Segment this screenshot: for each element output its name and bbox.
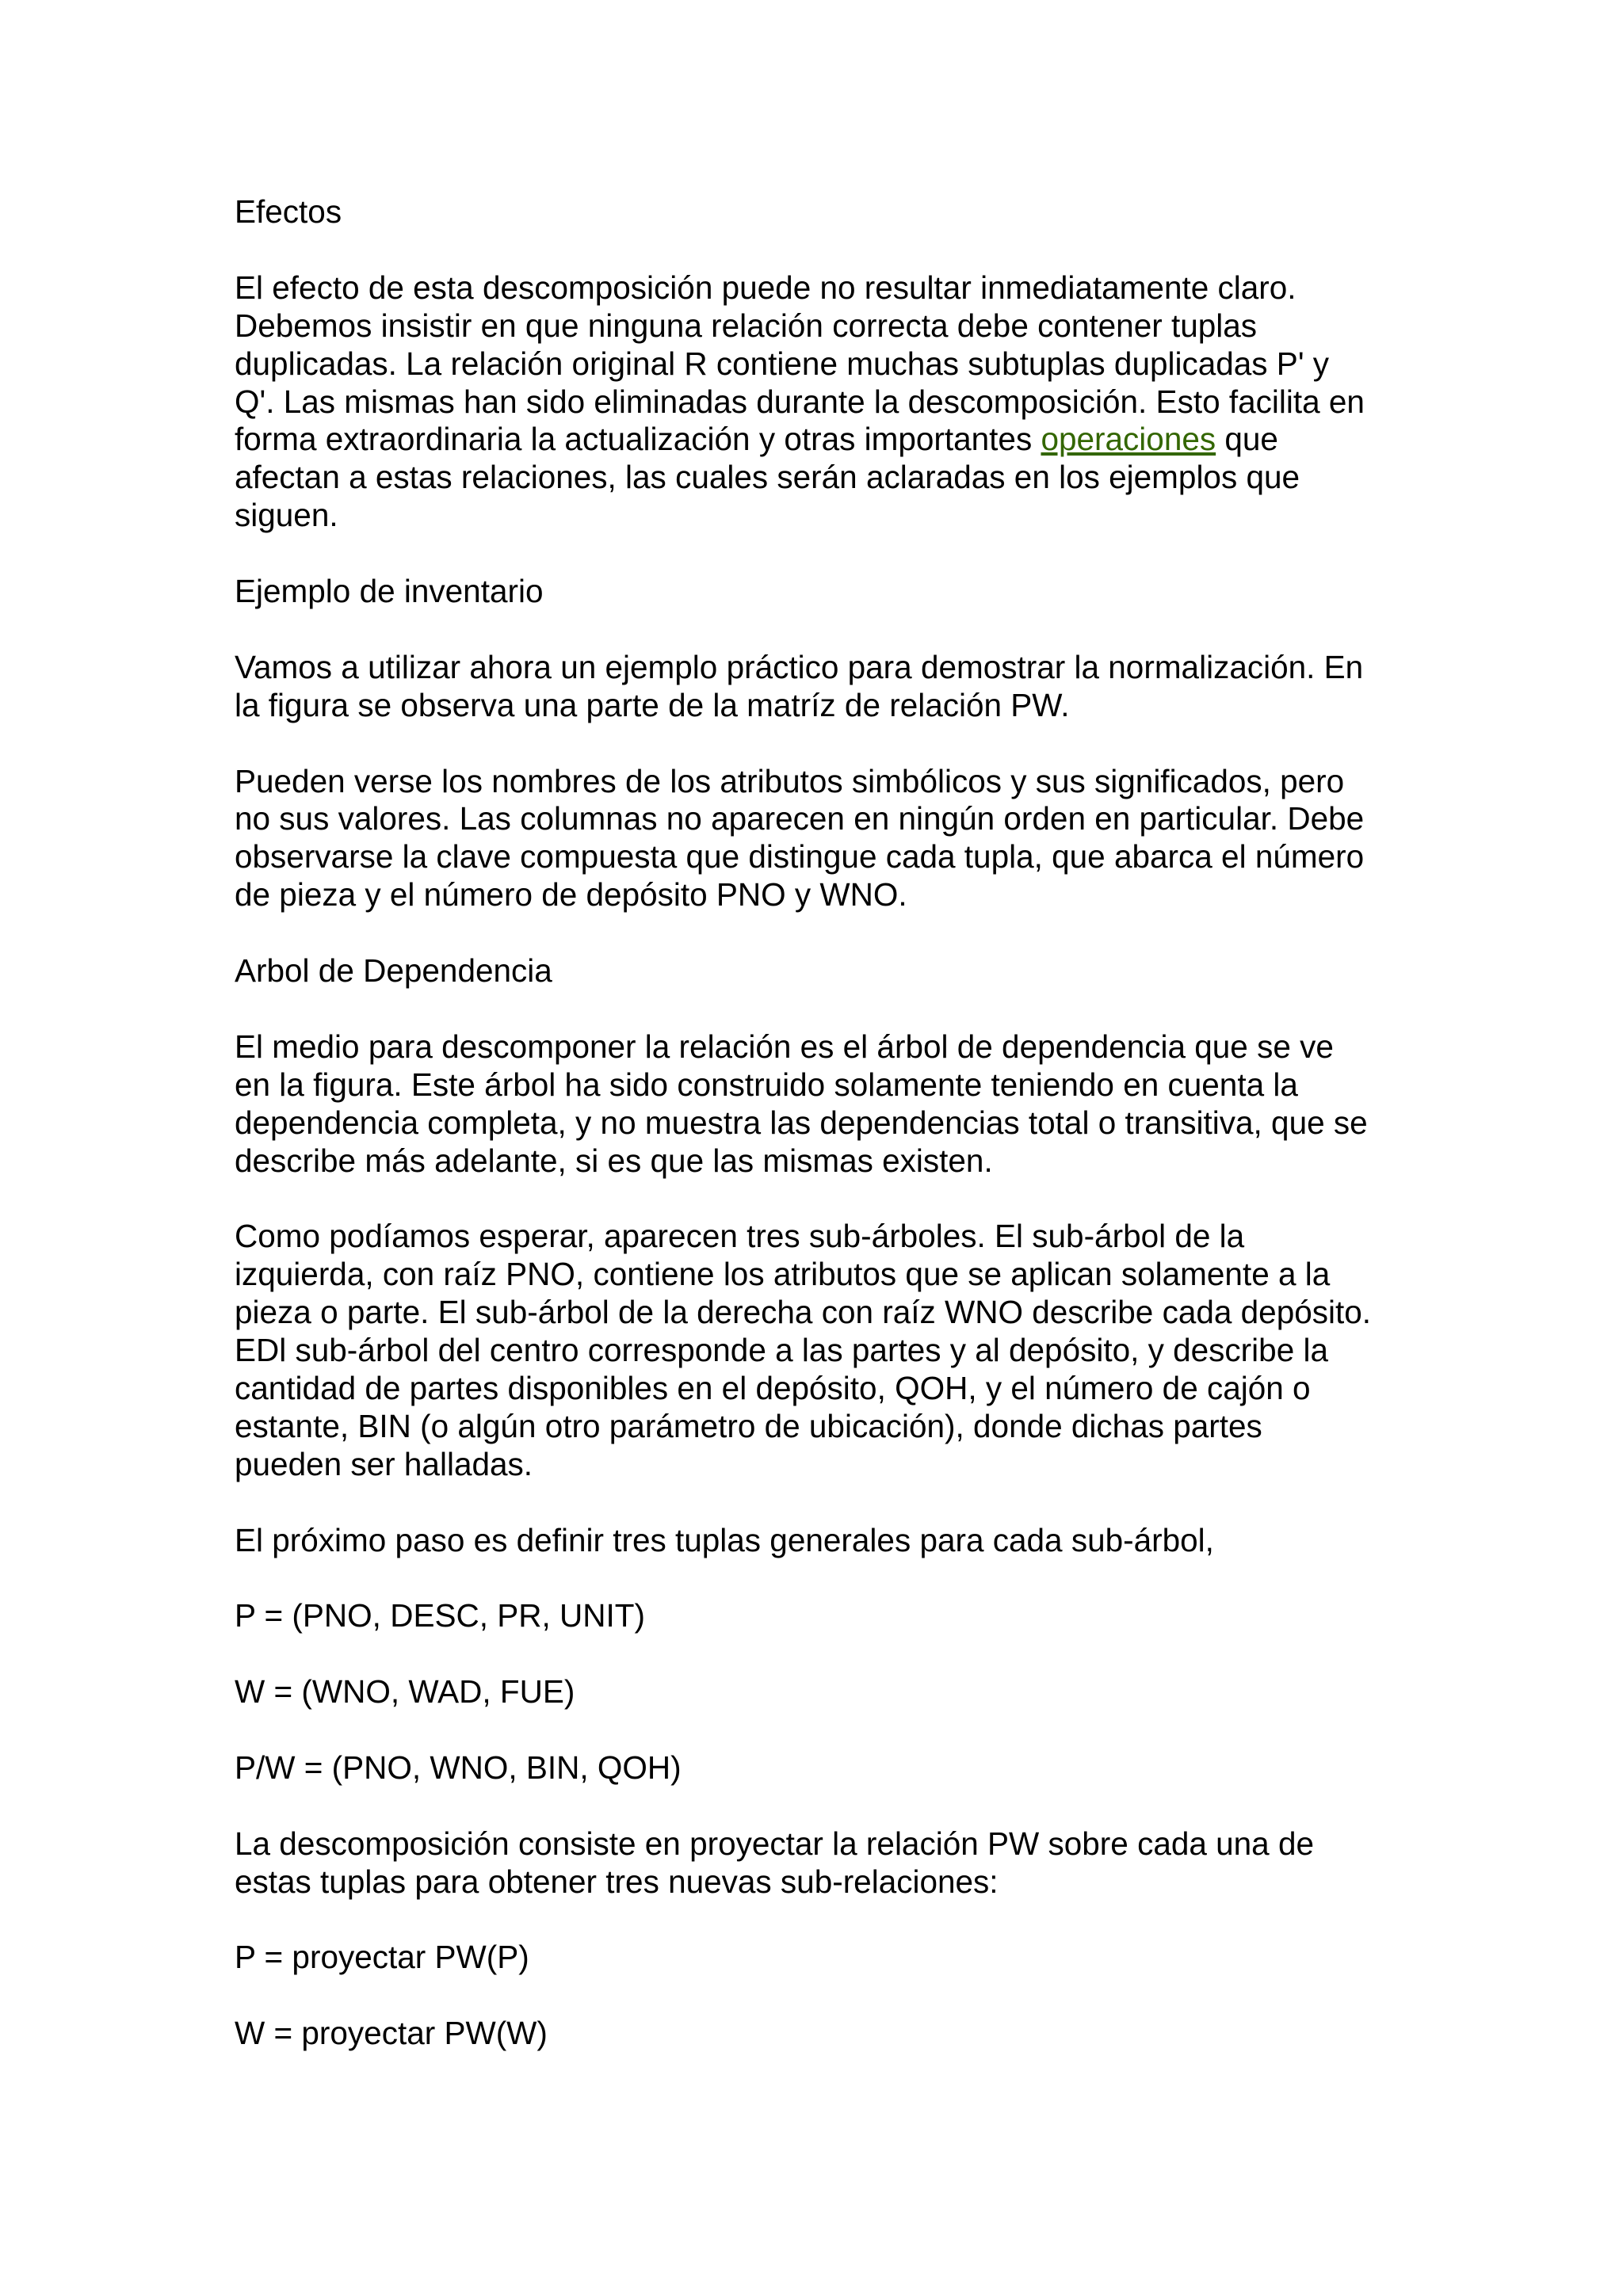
text-line: afectan a estas relaciones, las cuales serán aclaradas en los ejemplos que xyxy=(235,459,1300,496)
text-line: siguen. xyxy=(235,497,338,534)
formula-text: P = proyectar PW(P) xyxy=(235,1939,529,1976)
text-line: pieza o parte. El sub-árbol de la derecha con raíz WNO describe cada depósito. xyxy=(235,1294,1372,1331)
text-line: Debemos insistir en que ninguna relación correcta debe contener tuplas xyxy=(235,307,1258,344)
text-line: dependencia completa, y no muestra las dependencias total o transitiva, que se xyxy=(235,1104,1368,1141)
text-line: Q'. Las mismas han sido eliminadas durante la descomposición. Esto facilita en xyxy=(235,383,1365,420)
text-line: Pueden verse los nombres de los atributos simbólicos y sus significados, pero xyxy=(235,762,1345,799)
text-line: El medio para descomponer la relación es el árbol de dependencia que se ve xyxy=(235,1028,1334,1065)
projection-w xyxy=(235,2015,1423,2053)
document-body xyxy=(235,193,1423,2091)
paragraph-descomposicion xyxy=(235,1825,1423,1901)
text-line: pueden ser halladas. xyxy=(235,1445,533,1482)
formula-text: W = (WNO, WAD, FUE) xyxy=(235,1673,575,1711)
tuple-definition-w xyxy=(235,1673,1423,1711)
text-line: describe más adelante, si es que las mismas existen. xyxy=(235,1142,993,1179)
operaciones-link[interactable]: operaciones xyxy=(1041,421,1216,458)
text-line: en la figura. Este árbol ha sido construido solamente teniendo en cuenta la xyxy=(235,1066,1298,1103)
text-line: no sus valores. Las columnas no aparecen en ningún orden en particular. Debe xyxy=(235,800,1365,837)
text-line: EDl sub-árbol del centro corresponde a las partes y al depósito, y describe la xyxy=(235,1332,1328,1369)
heading-text: Efectos xyxy=(235,193,342,230)
text-line: Como podíamos esperar, aparecen tres sub-árboles. El sub-árbol de la xyxy=(235,1218,1245,1255)
text-line: cantidad de partes disponibles en el depósito, QOH, y el número de cajón o xyxy=(235,1369,1311,1406)
text-line: El efecto de esta descomposición puede no resultar inmediatamente claro. xyxy=(235,269,1296,306)
tuple-definition-p xyxy=(235,1597,1423,1635)
tuple-definition-pw xyxy=(235,1749,1423,1787)
text-fragment: forma extraordinaria la actualización y otras importantes xyxy=(235,421,1041,458)
text-line: El próximo paso es definir tres tuplas generales para cada sub-árbol, xyxy=(235,1521,1214,1558)
paragraph-efectos xyxy=(235,269,1423,535)
paragraph-arbol-2 xyxy=(235,1218,1423,1483)
projection-p xyxy=(235,1939,1423,1977)
paragraph-proximo-paso xyxy=(235,1522,1423,1560)
paragraph-arbol-1 xyxy=(235,1028,1423,1180)
formula-text: W = proyectar PW(W) xyxy=(235,2015,548,2052)
text-fragment: que xyxy=(1216,421,1278,458)
paragraph-inventario-1 xyxy=(235,649,1423,725)
text-line: izquierda, con raíz PNO, contiene los atributos que se aplican solamente a la xyxy=(235,1256,1331,1293)
paragraph-inventario-2 xyxy=(235,763,1423,915)
text-line: estante, BIN (o algún otro parámetro de ubicación), donde dichas partes xyxy=(235,1407,1262,1444)
heading-text: Arbol de Dependencia xyxy=(235,952,552,990)
section-heading-inventario xyxy=(235,573,1423,611)
text-line: Vamos a utilizar ahora un ejemplo práctico para demostrar la normalización. En xyxy=(235,648,1364,685)
text-line: estas tuplas para obtener tres nuevas sub-relaciones: xyxy=(235,1863,999,1900)
text-line: de pieza y el número de depósito PNO y WNO. xyxy=(235,876,907,913)
section-heading-arbol xyxy=(235,952,1423,990)
text-line: La descomposición consiste en proyectar la relación PW sobre cada una de xyxy=(235,1825,1315,1862)
formula-text: P = (PNO, DESC, PR, UNIT) xyxy=(235,1597,645,1634)
section-heading-efectos xyxy=(235,193,1423,231)
text-line-with-link xyxy=(235,421,1423,459)
text-line: la figura se observa una parte de la matríz de relación PW. xyxy=(235,686,1070,723)
formula-text: P/W = (PNO, WNO, BIN, QOH) xyxy=(235,1749,682,1786)
text-line: duplicadas. La relación original R contiene muchas subtuplas duplicadas P' y xyxy=(235,345,1330,382)
text-line: observarse la clave compuesta que distingue cada tupla, que abarca el número xyxy=(235,838,1365,875)
heading-text: Ejemplo de inventario xyxy=(235,573,544,610)
